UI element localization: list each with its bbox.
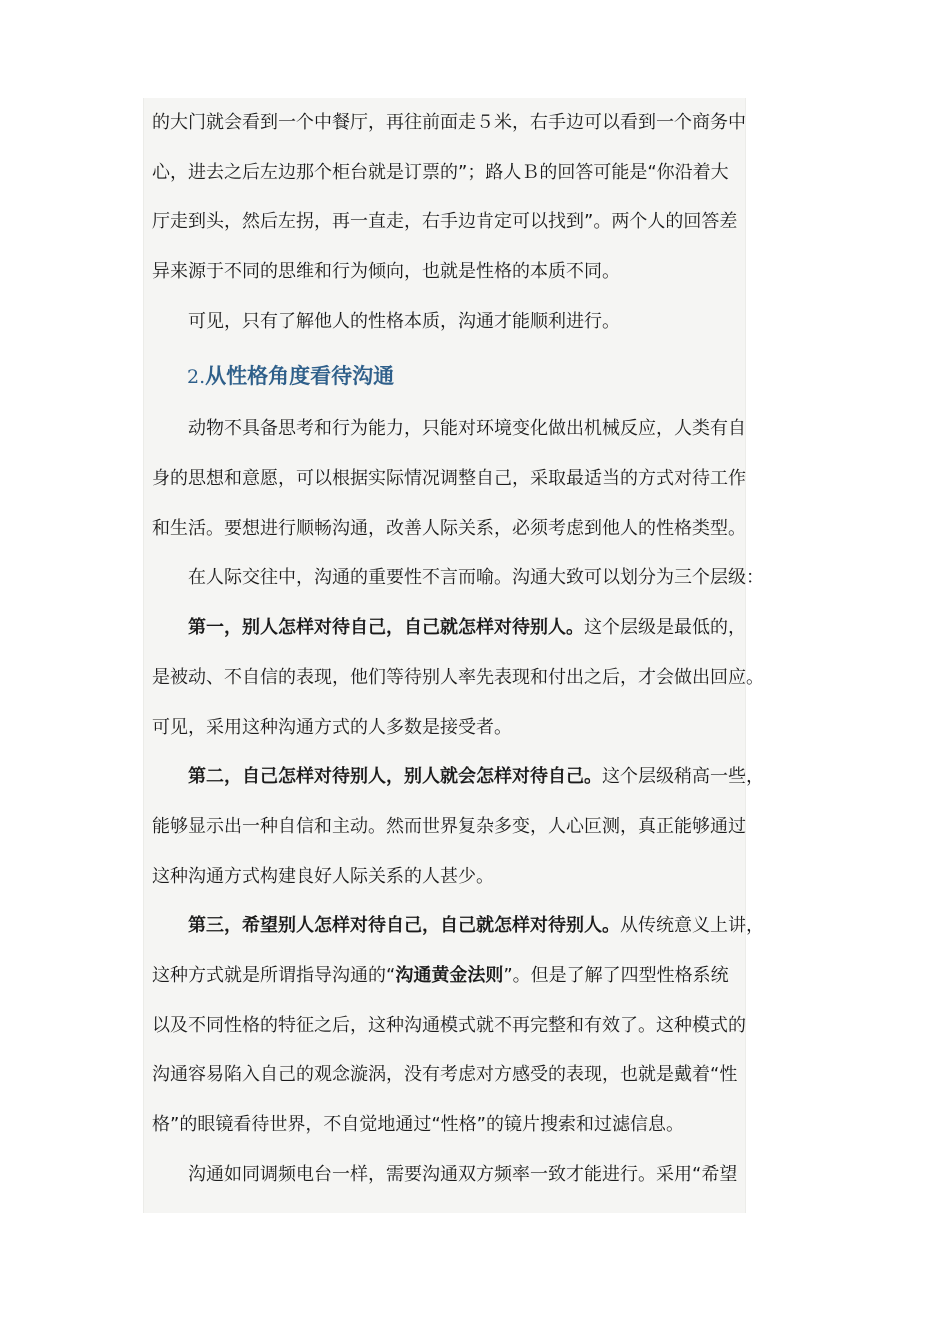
level-two-bold: 第二，自己怎样对待别人，别人就会怎样对待自己。 — [188, 766, 602, 787]
body-text-line: 的大门就会看到一个中餐厅，再往前面走５米，右手边可以看到一个商务中 — [152, 112, 746, 133]
level-one-text: 这个层级是最低的， — [584, 617, 746, 638]
body-text-line — [152, 961, 752, 991]
body-text-line: 能够显示出一种自信和主动。然而世界复杂多变，人心叵测，真正能够通过 — [152, 816, 746, 837]
body-text-line: 可见，只有了解他人的性格本质，沟通才能顺利进行。 — [188, 311, 620, 332]
golden-rule-bold: 沟通黄金法则 — [395, 965, 504, 986]
level-three-text: 从传统意义上讲， — [620, 915, 764, 936]
body-text-line: 身的思想和意愿，可以根据实际情况调整自己，采取最适当的方式对待工作 — [152, 468, 746, 489]
body-text-line: 在人际交往中，沟通的重要性不言而喻。沟通大致可以划分为三个层级： — [188, 567, 764, 588]
body-text-line: 是被动、不自信的表现，他们等待别人率先表现和付出之后，才会做出回应。 — [152, 667, 764, 688]
body-text-line: 格”的眼镜看待世界，不自觉地通过“性格”的镜片搜索和过滤信息。 — [152, 1114, 684, 1135]
body-text-line — [188, 613, 753, 643]
body-text-line: 这种沟通方式构建良好人际关系的人甚少。 — [152, 866, 494, 887]
body-text-line — [188, 762, 764, 792]
body-text-line — [188, 911, 764, 941]
level-one-bold: 第一，别人怎样对待自己，自己就怎样对待别人。 — [188, 617, 584, 638]
golden-rule-suffix: ”。但是了解了四型性格系统 — [503, 965, 729, 986]
level-two-text: 这个层级稍高一些， — [602, 766, 764, 787]
body-text-line: 沟通容易陷入自己的观念漩涡，没有考虑对方感受的表现，也就是戴着“性 — [152, 1064, 738, 1085]
section-title: 从性格角度看待沟通 — [205, 364, 395, 388]
section-number: 2. — [187, 366, 206, 388]
body-text-line: 心，进去之后左边那个柜台就是订票的”；路人Ｂ的回答可能是“你沿着大 — [152, 162, 729, 183]
body-text-line: 以及不同性格的特征之后，这种沟通模式就不再完整和有效了。这种模式的 — [152, 1015, 746, 1036]
body-text-line: 厅走到头，然后左拐，再一直走，右手边肯定可以找到”。两个人的回答差 — [152, 211, 738, 232]
body-text-line: 和生活。要想进行顺畅沟通，改善人际关系，必须考虑到他人的性格类型。 — [152, 518, 746, 539]
golden-rule-prefix: 这种方式就是所谓指导沟通的“ — [152, 965, 396, 986]
body-text-line: 可见，采用这种沟通方式的人多数是接受者。 — [152, 717, 512, 738]
body-text-line: 异来源于不同的思维和行为倾向，也就是性格的本质不同。 — [152, 261, 620, 282]
level-three-bold: 第三，希望别人怎样对待自己，自己就怎样对待别人。 — [188, 915, 620, 936]
body-text-line: 动物不具备思考和行为能力，只能对环境变化做出机械反应，人类有自 — [188, 418, 746, 439]
section-heading — [187, 359, 394, 393]
body-text-line: 沟通如同调频电台一样，需要沟通双方频率一致才能进行。采用“希望 — [188, 1164, 738, 1185]
